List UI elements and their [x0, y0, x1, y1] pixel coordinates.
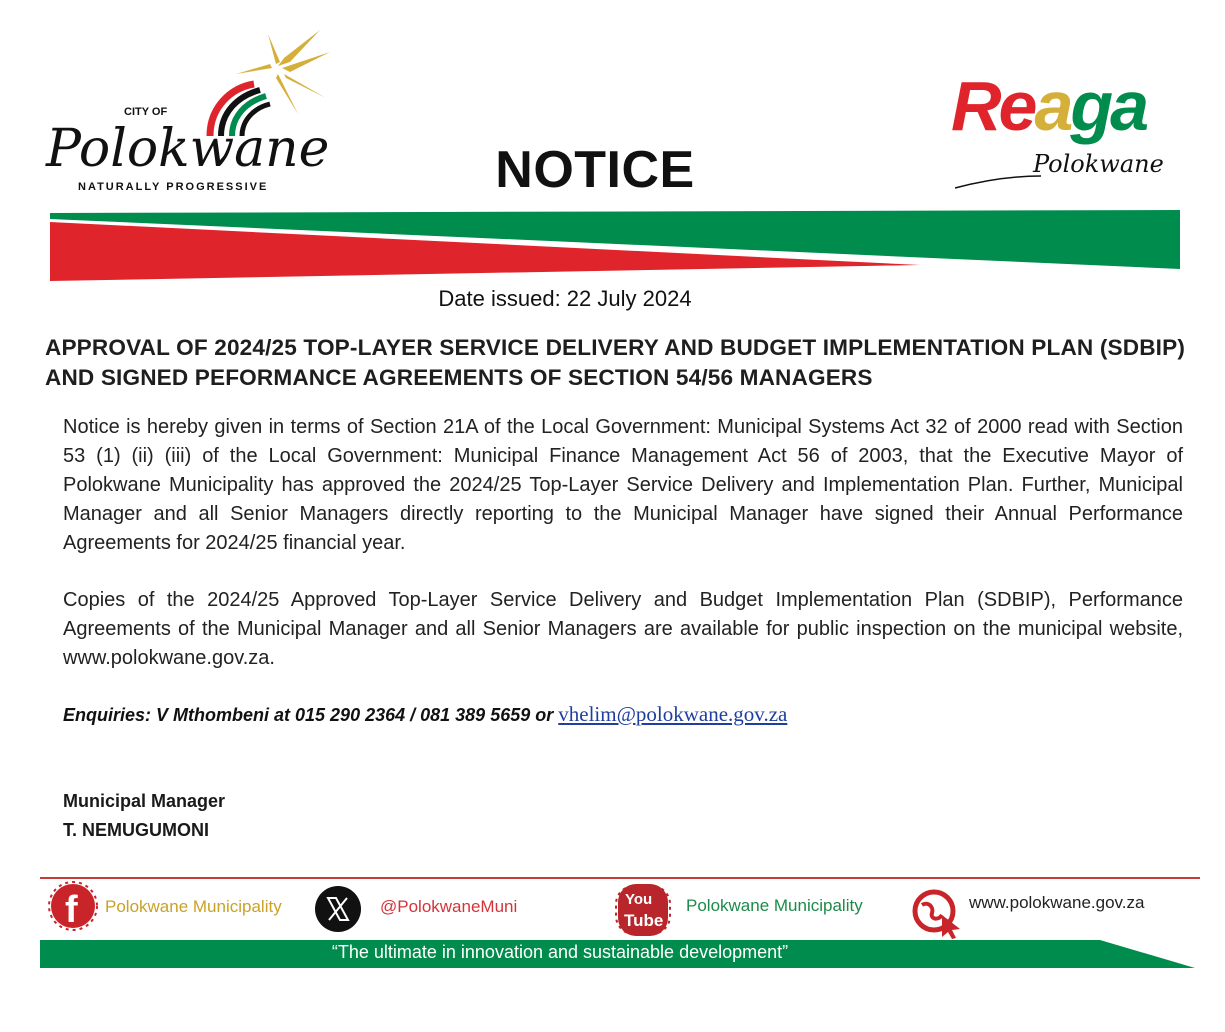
enquiries-email-link[interactable]: vhelim@polokwane.gov.za [558, 702, 788, 726]
notice-heading: APPROVAL OF 2024/25 TOP-LAYER SERVICE DELIVERY AND BUDGET IMPLEMENTATION PLAN (SDBIP) AND SIGNED PEFORMANCE AGREEMENTS OF SECTION 54/56 MANAGERS [45, 335, 1185, 390]
svg-text:f: f [65, 889, 78, 931]
svg-text:You: You [625, 891, 653, 908]
enquiries-line [63, 702, 787, 727]
youtube-label[interactable]: Polokwane Municipality [686, 896, 863, 915]
facebook-label[interactable]: Polokwane Municipality [105, 897, 282, 916]
facebook-icon[interactable] [44, 878, 102, 936]
signatory-name: T. NEMUGUMONI [63, 820, 209, 840]
header-color-bands [40, 205, 1190, 285]
reaga-polokwane-logo [945, 60, 1175, 195]
footer-tagline: “The ultimate in innovation and sustainable development” [331, 942, 789, 962]
notice-title: NOTICE [495, 141, 695, 199]
signatory-title: Municipal Manager [63, 791, 226, 811]
website-label[interactable]: www.polokwane.gov.za [969, 893, 1145, 912]
x-icon[interactable] [314, 885, 362, 933]
polokwane-script-text: Polokwane [46, 119, 330, 179]
reaga-sub-text: Polokwane [1033, 150, 1164, 178]
city-of-polokwane-logo [40, 28, 340, 198]
body-paragraph-1: Notice is hereby given in terms of Section 21A of the Local Government: Municipal Systems Act 32 of 2000 read with Section 53 (1) (ii) (iii) of the Local Government: Municipal Finance Management Act 56 of 2003, that the Executive Mayor of Polokwane Municipality has approved the 2024/25 Top-Layer Service Delivery and Implementation Plan. Further, Municipal Manager and all Senior Managers directly reporting to the Municipal Manager have signed their Annual Performance Agreements for 2024/25 financial year. [63, 416, 1183, 554]
city-of-text: CITY OF [124, 106, 168, 118]
x-handle-label[interactable]: @PolokwaneMuni [380, 897, 518, 916]
youtube-icon[interactable] [612, 882, 674, 938]
reaga-wordmark: Reaga [951, 67, 1147, 145]
body-paragraph-2: Copies of the 2024/25 Approved Top-Layer Service Delivery and Budget Implementation Plan (SDBIP), Performance Agreements of the Municipal Manager and all Senior Managers are available for public inspection on the municipal website, www.polokwane.gov.za. [63, 589, 1183, 669]
globe-cursor-icon[interactable] [908, 885, 966, 939]
svg-text:Tube: Tube [624, 911, 664, 930]
naturally-progressive-text: NATURALLY PROGRESSIVE [78, 181, 269, 193]
date-issued: Date issued: 22 July 2024 [438, 286, 692, 311]
footer-divider [40, 877, 1200, 879]
enquiries-label: Enquiries: V Mthombeni at 015 290 2364 / 081 389 5659 or [63, 705, 559, 725]
